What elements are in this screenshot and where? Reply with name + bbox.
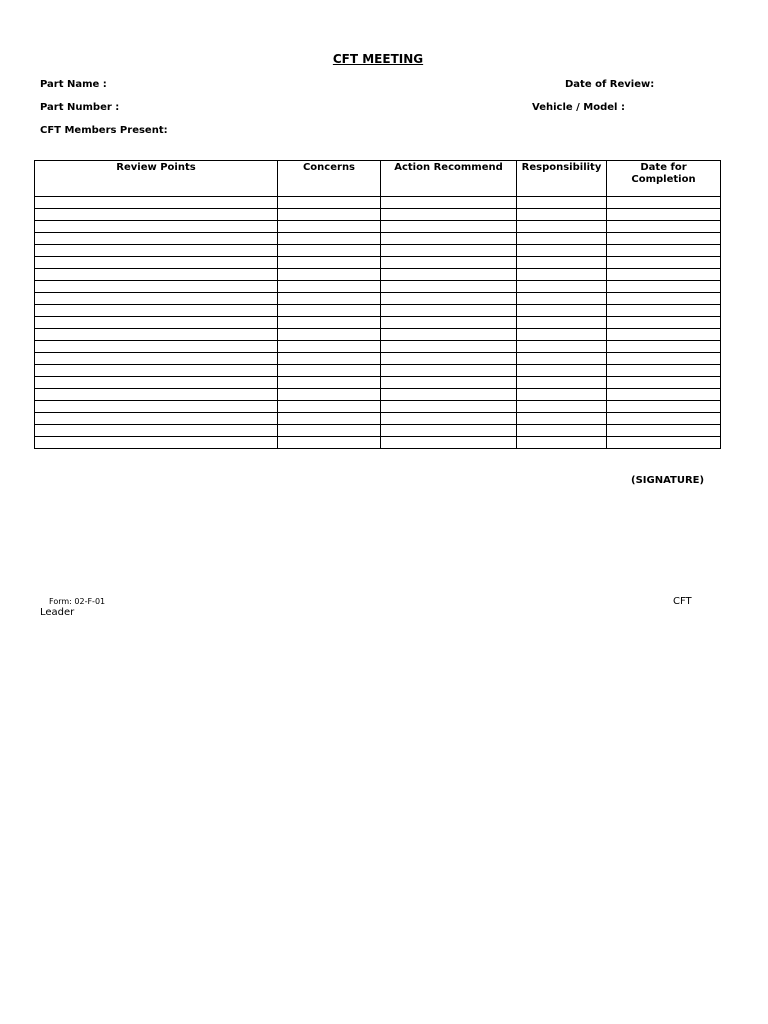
table-row bbox=[35, 437, 721, 449]
table-cell bbox=[278, 353, 381, 365]
table-cell bbox=[278, 233, 381, 245]
table-cell bbox=[607, 317, 721, 329]
table-cell bbox=[607, 329, 721, 341]
table-row bbox=[35, 269, 721, 281]
table-cell bbox=[381, 245, 517, 257]
table-cell bbox=[517, 233, 607, 245]
table-cell bbox=[35, 365, 278, 377]
table-cell bbox=[35, 233, 278, 245]
table-cell bbox=[517, 197, 607, 209]
table-cell bbox=[35, 317, 278, 329]
table-cell bbox=[278, 401, 381, 413]
table-body bbox=[35, 197, 721, 449]
table-header-row bbox=[35, 161, 721, 197]
table-cell bbox=[35, 425, 278, 437]
table-row bbox=[35, 353, 721, 365]
table-row bbox=[35, 389, 721, 401]
table-row bbox=[35, 209, 721, 221]
table-cell bbox=[381, 437, 517, 449]
table-cell bbox=[607, 437, 721, 449]
table-cell bbox=[517, 353, 607, 365]
table-row bbox=[35, 377, 721, 389]
cft-members-present-label: CFT Members Present: bbox=[40, 125, 168, 136]
table-cell bbox=[278, 413, 381, 425]
table-cell bbox=[517, 293, 607, 305]
table-row bbox=[35, 329, 721, 341]
table-cell bbox=[607, 389, 721, 401]
table-cell bbox=[278, 197, 381, 209]
table-row bbox=[35, 197, 721, 209]
table-cell bbox=[381, 281, 517, 293]
table-cell bbox=[278, 209, 381, 221]
table-row bbox=[35, 221, 721, 233]
table-row bbox=[35, 281, 721, 293]
table-cell bbox=[381, 305, 517, 317]
cft-label: CFT bbox=[673, 596, 692, 607]
table-cell bbox=[35, 269, 278, 281]
table-cell bbox=[278, 437, 381, 449]
table-cell bbox=[278, 221, 381, 233]
table-cell bbox=[517, 425, 607, 437]
table-cell bbox=[35, 257, 278, 269]
table-cell bbox=[278, 257, 381, 269]
table-row bbox=[35, 257, 721, 269]
table-row bbox=[35, 401, 721, 413]
table-cell bbox=[381, 233, 517, 245]
table-cell bbox=[278, 377, 381, 389]
page-title: CFT MEETING bbox=[332, 52, 424, 66]
table-cell bbox=[381, 293, 517, 305]
table-cell bbox=[607, 293, 721, 305]
review-table bbox=[34, 160, 721, 449]
table-row bbox=[35, 413, 721, 425]
table-cell bbox=[381, 197, 517, 209]
vehicle-model-label: Vehicle / Model : bbox=[532, 102, 625, 113]
table-cell bbox=[607, 281, 721, 293]
table-cell bbox=[607, 341, 721, 353]
table-cell bbox=[517, 437, 607, 449]
table-cell bbox=[517, 281, 607, 293]
table-cell bbox=[35, 401, 278, 413]
table-cell bbox=[607, 377, 721, 389]
header-review-points: Review Points bbox=[35, 161, 278, 197]
date-of-review-label: Date of Review: bbox=[565, 79, 655, 90]
header-responsibility: Responsibility bbox=[517, 161, 607, 197]
table-cell bbox=[35, 389, 278, 401]
table-cell bbox=[381, 329, 517, 341]
table-cell bbox=[35, 305, 278, 317]
table-cell bbox=[35, 329, 278, 341]
table-cell bbox=[35, 197, 278, 209]
table-cell bbox=[517, 341, 607, 353]
table-row bbox=[35, 365, 721, 377]
table-cell bbox=[381, 413, 517, 425]
table-cell bbox=[607, 209, 721, 221]
leader-label: Leader bbox=[40, 607, 75, 618]
table-cell bbox=[517, 221, 607, 233]
table-cell bbox=[35, 341, 278, 353]
table-cell bbox=[278, 317, 381, 329]
table-cell bbox=[381, 317, 517, 329]
table-cell bbox=[278, 329, 381, 341]
header-concerns: Concerns bbox=[278, 161, 381, 197]
table-cell bbox=[35, 437, 278, 449]
table-row bbox=[35, 293, 721, 305]
table-cell bbox=[607, 401, 721, 413]
table-row bbox=[35, 305, 721, 317]
table-cell bbox=[607, 269, 721, 281]
table-cell bbox=[607, 245, 721, 257]
table-cell bbox=[517, 317, 607, 329]
table-row bbox=[35, 341, 721, 353]
part-name-label: Part Name : bbox=[40, 79, 107, 90]
table-cell bbox=[607, 365, 721, 377]
signature-label: (SIGNATURE) bbox=[631, 475, 705, 486]
table-cell bbox=[517, 305, 607, 317]
form-code: Form: 02-F-01 bbox=[49, 597, 106, 606]
table-cell bbox=[35, 293, 278, 305]
table-cell bbox=[607, 425, 721, 437]
table-cell bbox=[381, 425, 517, 437]
table-row bbox=[35, 317, 721, 329]
table-cell bbox=[35, 377, 278, 389]
table-cell bbox=[517, 401, 607, 413]
table-row bbox=[35, 425, 721, 437]
table-cell bbox=[517, 257, 607, 269]
table-cell bbox=[607, 305, 721, 317]
table-cell bbox=[517, 269, 607, 281]
header-action-recommend: Action Recommend bbox=[381, 161, 517, 197]
table-cell bbox=[517, 329, 607, 341]
table-cell bbox=[278, 293, 381, 305]
table-cell bbox=[381, 353, 517, 365]
table-cell bbox=[278, 389, 381, 401]
table-cell bbox=[278, 305, 381, 317]
table-cell bbox=[278, 365, 381, 377]
table-cell bbox=[381, 341, 517, 353]
table-cell bbox=[607, 197, 721, 209]
table-cell bbox=[517, 245, 607, 257]
table-cell bbox=[35, 353, 278, 365]
table-cell bbox=[278, 269, 381, 281]
table-cell bbox=[607, 353, 721, 365]
table-cell bbox=[278, 425, 381, 437]
table-cell bbox=[381, 209, 517, 221]
table-cell bbox=[607, 221, 721, 233]
table-row bbox=[35, 245, 721, 257]
table-cell bbox=[607, 257, 721, 269]
table-cell bbox=[381, 401, 517, 413]
table-cell bbox=[35, 281, 278, 293]
table-cell bbox=[607, 233, 721, 245]
table-cell bbox=[35, 245, 278, 257]
table-cell bbox=[517, 377, 607, 389]
table-cell bbox=[517, 365, 607, 377]
table-cell bbox=[278, 341, 381, 353]
header-date-for-completion: Date for Completion bbox=[607, 161, 721, 197]
table-cell bbox=[381, 389, 517, 401]
table-row bbox=[35, 233, 721, 245]
table-cell bbox=[381, 377, 517, 389]
table-cell bbox=[381, 221, 517, 233]
table-cell bbox=[35, 413, 278, 425]
table-cell bbox=[381, 269, 517, 281]
table-cell bbox=[278, 245, 381, 257]
table-cell bbox=[278, 281, 381, 293]
table-cell bbox=[35, 221, 278, 233]
table-cell bbox=[35, 209, 278, 221]
table-cell bbox=[517, 413, 607, 425]
table-cell bbox=[517, 209, 607, 221]
table-cell bbox=[381, 365, 517, 377]
part-number-label: Part Number : bbox=[40, 102, 120, 113]
table-cell bbox=[607, 413, 721, 425]
table-cell bbox=[381, 257, 517, 269]
table-cell bbox=[517, 389, 607, 401]
